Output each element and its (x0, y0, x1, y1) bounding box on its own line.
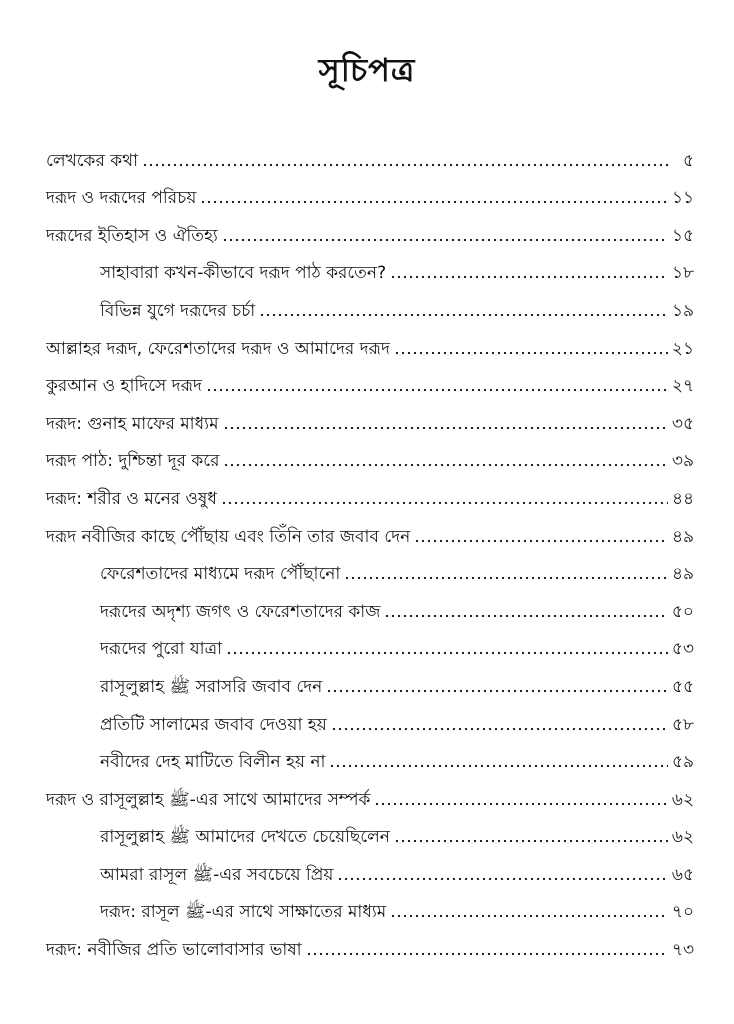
dot-leader (206, 387, 668, 393)
dot-leader (142, 162, 670, 168)
dot-leader (390, 274, 668, 280)
toc-entry-title: লেখকের কথা (46, 150, 139, 171)
toc-entry-page: ৬২ (671, 827, 694, 848)
toc-entry-title: ফেরেশতাদের মাধ্যমে দরূদ পৌঁছানো (100, 564, 341, 585)
toc-entry-title: দরূদ: নবীজির প্রতি ভালোবাসার ভাষা (46, 940, 302, 961)
toc-entry-page: ৩৫ (671, 413, 694, 434)
dot-leader (384, 613, 667, 619)
dot-leader (259, 312, 668, 318)
dot-leader (337, 876, 667, 882)
toc-entry-title: রাসূলুল্লাহ ﷺ সরাসরি জবাব দেন (100, 676, 323, 697)
toc-entry-page: ৬৫ (671, 864, 694, 885)
toc-entry-title: রাসূলুল্লাহ ﷺ আমাদের দেখতে চেয়েছিলেন (100, 827, 390, 848)
dot-leader (221, 500, 668, 506)
dot-leader (394, 838, 668, 844)
toc-entry-title: দরূদ: গুনাহ মাফের মাধ্যম (46, 413, 219, 434)
dot-leader (329, 763, 667, 769)
toc-entry-title: দরূদ পাঠ: দুশ্চিন্তা দূর করে (46, 451, 220, 472)
toc-entry-title: নবীদের দেহ মাটিতে বিলীন হয় না (100, 752, 326, 773)
toc-entry (46, 360, 694, 398)
toc-entry-title: কুরআন ও হাদিসে দরূদ (46, 376, 202, 397)
toc-entry-page: ৪৪ (671, 488, 694, 509)
dot-leader (223, 425, 668, 431)
toc-entry (46, 660, 694, 698)
toc-entry-page: ৪৯ (671, 564, 694, 585)
toc-entry-title: দরূদের অদৃশ্য জগৎ ও ফেরেশতাদের কাজ (100, 601, 381, 622)
toc-entry-title: দরূদ ও রাসূলুল্লাহ ﷺ-এর সাথে আমাদের সম্পর্ক (46, 789, 371, 810)
toc-entry (46, 623, 694, 661)
toc-entry (46, 284, 694, 322)
toc-entry-page: ৫০ (671, 601, 694, 622)
toc-entry (46, 585, 694, 623)
toc-entry (46, 134, 694, 172)
toc-entry-page: ৫ (682, 150, 694, 171)
toc-entry-title: দরূদ: রাসূল ﷺ-এর সাথে সাক্ষাতের মাধ্যম (100, 902, 387, 923)
dot-leader (374, 801, 667, 807)
toc-entry-page: ৭০ (671, 902, 694, 923)
toc-entry-page: ৬২ (671, 789, 694, 810)
toc-entry-title: আমরা রাসূল ﷺ-এর সবচেয়ে প্রিয় (100, 864, 334, 885)
dot-leader (331, 726, 668, 732)
toc-entry-title: প্রতিটি সালামের জবাব দেওয়া হয় (100, 714, 327, 735)
dot-leader (390, 913, 668, 919)
toc-entry (46, 209, 694, 247)
toc-entry-title: সাহাবারা কখন-কীভাবে দরূদ পাঠ করতেন? (100, 263, 387, 284)
toc-entry-title: বিভিন্ন যুগে দরূদের চর্চা (100, 300, 256, 321)
toc-entry-title: আল্লাহর দরূদ, ফেরেশতাদের দরূদ ও আমাদের দরূদ (46, 338, 390, 359)
toc-entry (46, 923, 694, 961)
toc-entry (46, 472, 694, 510)
dot-leader (223, 462, 667, 468)
toc-entry-title: দরূদের পুরো যাত্রা (100, 639, 223, 660)
toc-entry (46, 247, 694, 285)
toc-entry (46, 773, 694, 811)
dot-leader (326, 688, 668, 694)
toc-entry (46, 886, 694, 924)
dot-leader (414, 538, 668, 544)
toc-entry (46, 322, 694, 360)
toc-entry (46, 435, 694, 473)
toc-entry (46, 510, 694, 548)
toc-entry-page: ১৯ (671, 300, 694, 321)
toc-entry-page: ২১ (671, 338, 694, 359)
toc-entry-page: ২৭ (671, 376, 694, 397)
toc-entry-title: দরূদ ও দরূদের পরিচয় (46, 188, 197, 209)
dot-leader (344, 575, 668, 581)
toc-entry-page: ৪৯ (671, 526, 694, 547)
toc-entry (46, 698, 694, 736)
toc-entry (46, 848, 694, 886)
dot-leader (200, 199, 668, 205)
dot-leader (394, 350, 668, 356)
dot-leader (306, 951, 668, 957)
toc-entry-page: ১৮ (671, 263, 694, 284)
toc-entry-page: ৩৯ (671, 451, 694, 472)
toc-entry-page: ৫৯ (671, 752, 694, 773)
toc-entry (46, 811, 694, 849)
toc-entry-page: ১৫ (671, 225, 694, 246)
toc-entry (46, 397, 694, 435)
dot-leader (222, 237, 668, 243)
toc-entry-page: ৭৩ (671, 940, 694, 961)
toc-entry-page: ৫৩ (671, 639, 694, 660)
toc-entry-title: দরূদের ইতিহাস ও ঐতিহ্য (46, 225, 218, 246)
toc-entry-page: ১১ (671, 188, 694, 209)
toc-entry-title: দরূদ: শরীর ও মনের ওষুধ (46, 488, 217, 509)
table-of-contents (46, 134, 694, 961)
toc-entry-page: ৫৫ (671, 676, 694, 697)
toc-entry (46, 172, 694, 210)
toc-entry-page: ৫৮ (671, 714, 694, 735)
toc-entry-title: দরূদ নবীজির কাছে পৌঁছায় এবং তিঁনি তার জবাব দেন (46, 526, 411, 547)
page-title: সূচিপত্র (318, 51, 416, 90)
dot-leader (226, 650, 668, 656)
toc-entry (46, 736, 694, 774)
toc-entry (46, 548, 694, 586)
